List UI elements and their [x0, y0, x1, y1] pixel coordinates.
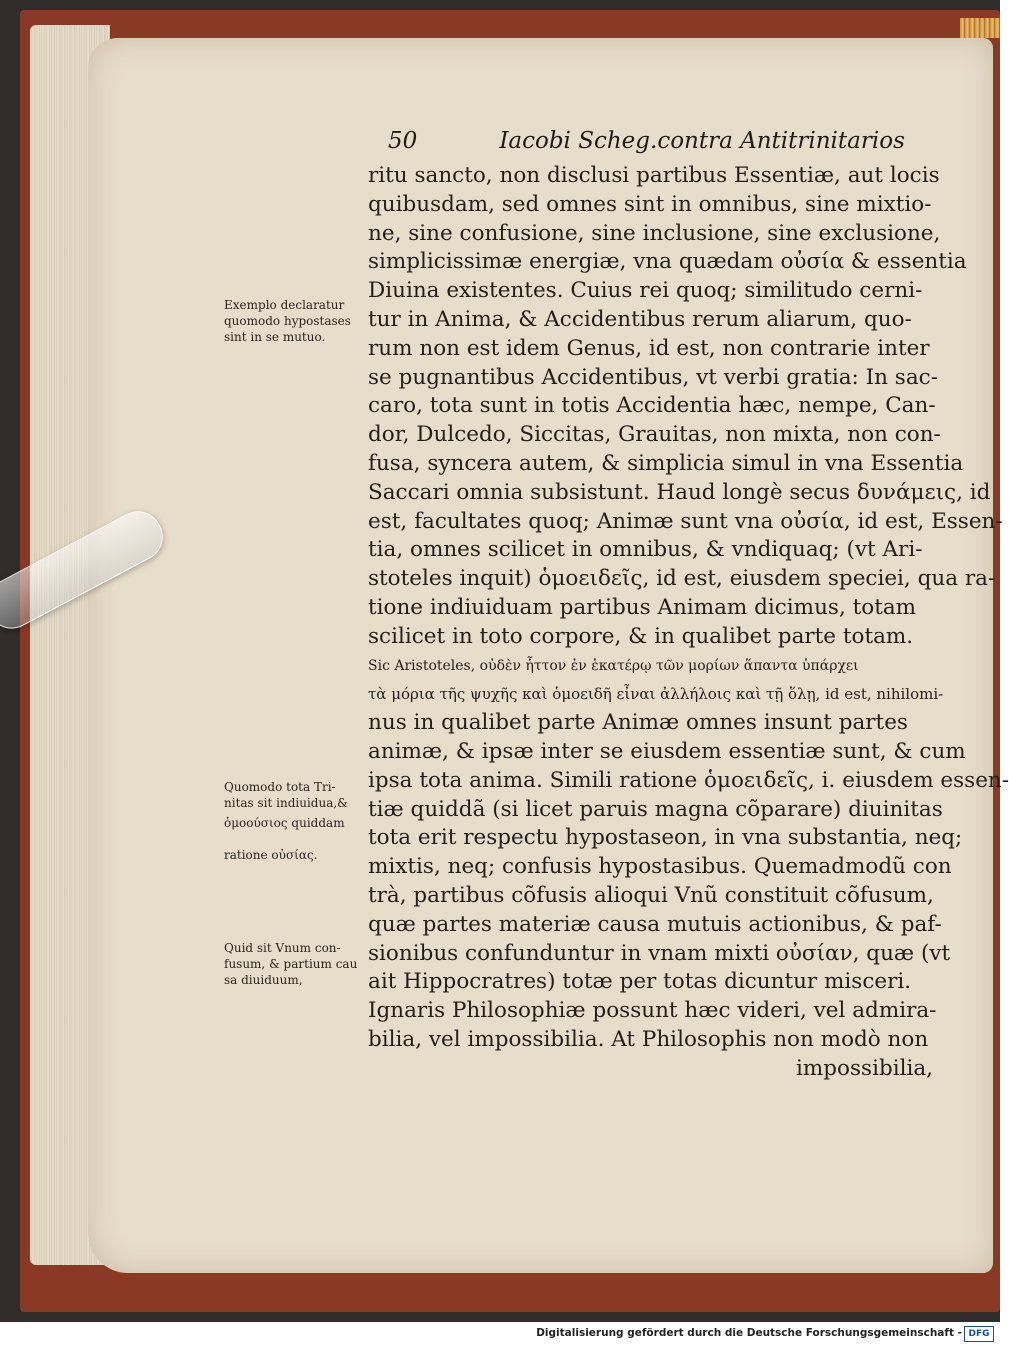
text-line: quæ partes materiæ causa mutuis actionibus, & paf-: [368, 911, 942, 937]
text-line: tur in Anima, & Accidentibus rerum aliarum, quo-: [368, 306, 912, 332]
text-line: scilicet in toto corpore, & in qualibet parte totam.: [368, 623, 914, 649]
text-line: se pugnantibus Accidentibus, vt verbi gratia: In sac-: [368, 364, 938, 390]
book-edge-detail: [960, 18, 1000, 38]
marginal-line: sint in se mutuo.: [224, 330, 326, 344]
running-head: [388, 128, 905, 162]
text-line: tota erit respectu hypostaseon, in vna substantia, neq;: [368, 825, 963, 851]
marginal-line: Exemplo declaratur: [224, 298, 345, 312]
marginal-note: [224, 779, 364, 863]
marginal-line: nitas sit indiuidua,&: [224, 796, 348, 810]
running-title: Iacobi Scheg.contra Antitrinitarios: [499, 128, 905, 154]
text-line: est, facultates quoq; Animæ sunt vna οὐσία, id est, Essen-: [368, 508, 1003, 534]
marginal-note: [224, 940, 364, 988]
page-number: 50: [388, 128, 418, 154]
text-line: bilia, vel impossibilia. At Philosophis non modò non: [368, 1026, 929, 1052]
marginal-line: fusum, & partium cau: [224, 957, 358, 971]
text-line: mixtis, neq; confusis hypostasibus. Quemadmodũ con: [368, 854, 952, 880]
text-line: ait Hippocratres) totæ per totas dicuntur misceri.: [368, 969, 912, 995]
text-line: animæ, & ipsæ inter se eiusdem essentiæ sunt, & cum: [368, 738, 966, 764]
marginal-line: sa diuiduum,: [224, 973, 303, 987]
text-line: simplicissimæ energiæ, vna quædam οὐσία & essentia: [368, 249, 967, 275]
text-line: Diuina existentes. Cuius rei quoq; similitudo cerni-: [368, 278, 923, 304]
text-line: Saccari omnia subsistunt. Haud longè secus δυνάμεις, id: [368, 479, 991, 505]
marginal-line: Quomodo tota Tri-: [224, 780, 336, 794]
text-line: tiæ quiddã (si licet paruis magna cõparare) diuinitas: [368, 796, 943, 822]
marginal-note: [224, 297, 364, 345]
funding-credit: Digitalisierung gefördert durch die Deutsche Forschungsgemeinschaft -: [536, 1327, 962, 1339]
text-line: stoteles inquit) ὁμοειδεῖς, id est, eiusdem speciei, qua ra-: [368, 566, 996, 592]
text-line: quibusdam, sed omnes sint in omnibus, sine mixtio-: [368, 191, 932, 217]
footer-bar: [0, 1322, 1000, 1345]
text-line: ipsa tota anima. Simili ratione ὁμοειδεῖς, i. eiusdem essen-: [368, 767, 1009, 793]
greek-text-line: Sic Aristoteles, οὐδὲν ἧττον ἐν ἑκατέρῳ τῶν μορίων ἅπαντα ὑπάρχει: [368, 657, 859, 674]
text-line: rum non est idem Genus, id est, non contrarie inter: [368, 335, 930, 361]
text-line: trà, partibus cõfusis alioqui Vnũ constituit cõfusum,: [368, 882, 934, 908]
text-line: ne, sine confusione, sine inclusione, sine exclusione,: [368, 220, 941, 246]
text-line: nus in qualibet parte Animæ omnes insunt partes: [368, 710, 908, 736]
catchword: impossibilia,: [796, 1055, 933, 1081]
marginal-line: ratione οὐσίας.: [224, 848, 318, 862]
body-text: [368, 162, 1009, 1084]
greek-text-line: τὰ μόρια τῆς ψυχῆς καὶ ὁμοειδῆ εἶναι ἀλλήλοις καὶ τῇ ὅλῃ, id est, nihilomi-: [368, 685, 944, 704]
marginal-line: ὁμοούσιος quiddam: [224, 816, 345, 830]
text-line: dor, Dulcedo, Siccitas, Grauitas, non mixta, non con-: [368, 422, 941, 448]
marginal-line: quomodo hypostases: [224, 314, 351, 328]
marginal-line: Quid sit Vnum con-: [224, 941, 341, 955]
text-line: ritu sancto, non disclusi partibus Essentiæ, aut locis: [368, 163, 940, 188]
text-line: fusa, syncera autem, & simplicia simul in vna Essentia: [368, 450, 964, 476]
text-line: tia, omnes scilicet in omnibus, & vndiquaq; (vt Ari-: [368, 537, 923, 563]
text-line: Ignaris Philosophiæ possunt hæc videri, vel admira-: [368, 998, 937, 1024]
text-line: caro, tota sunt in totis Accidentia hæc, nempe, Can-: [368, 393, 936, 419]
text-line: tione indiuiduam partibus Animam dicimus, totam: [368, 594, 917, 620]
text-line: sionibus confunduntur in vnam mixti οὐσίαν, quæ (vt: [368, 940, 951, 966]
dfg-logo-icon: DFG: [964, 1326, 994, 1342]
